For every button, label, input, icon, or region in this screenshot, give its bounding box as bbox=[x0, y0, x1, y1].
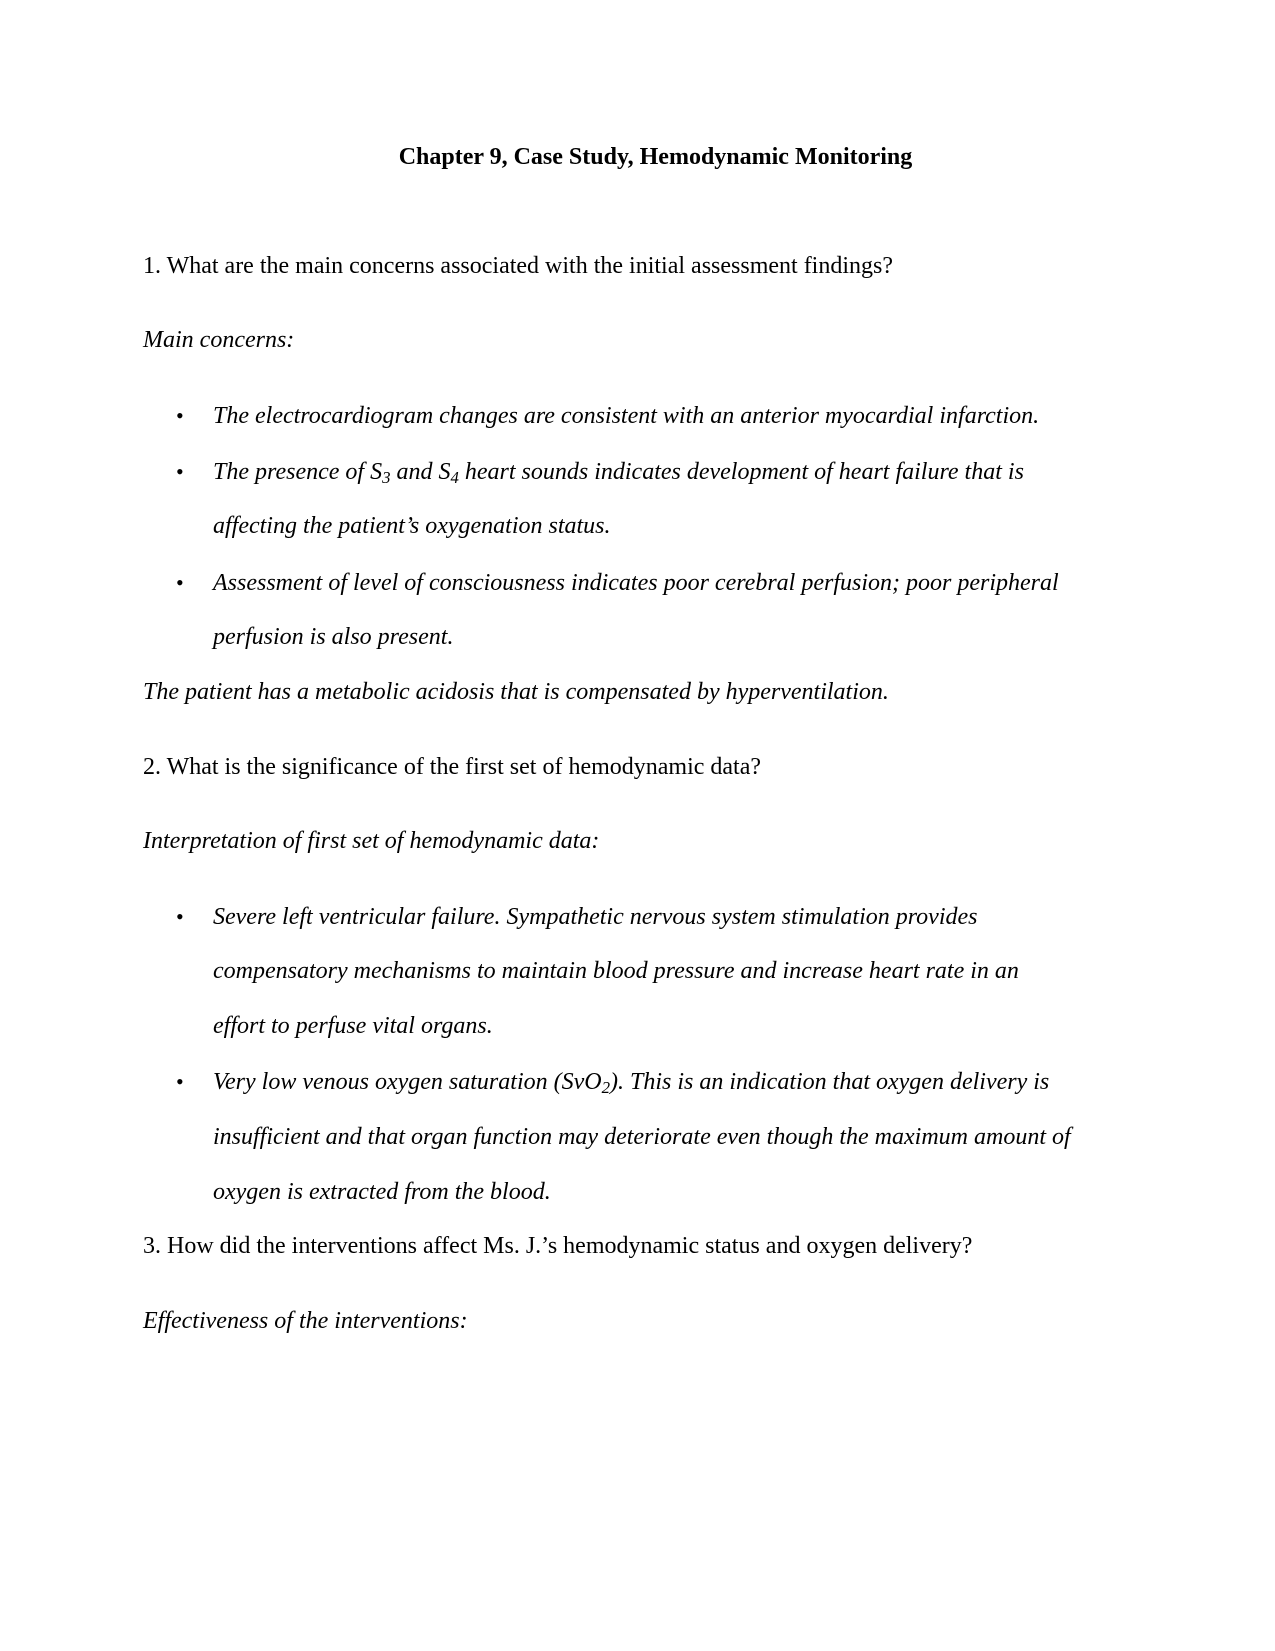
concern-3-line-2: perfusion is also present. bbox=[213, 624, 454, 650]
interpretation-1-line-2: compensatory mechanisms to maintain blood pressure and increase heart rate in an bbox=[213, 958, 1019, 984]
concern-2-line-2: affecting the patient’s oxygenation status. bbox=[213, 513, 611, 539]
bullet-glyph: • bbox=[176, 570, 184, 595]
concern-2-line-1: The presence of $S_3$ and $S_4$ heart sounds indicates development of heart failure that is bbox=[213, 459, 1024, 488]
effectiveness-label: Effectiveness of the interventions: bbox=[143, 1308, 468, 1334]
concern-3-line-1: Assessment of level of consciousness indicates poor cerebral perfusion; poor peripheral bbox=[213, 570, 1059, 596]
interpretation-1-line-3: effort to perfuse vital organs. bbox=[213, 1013, 493, 1039]
interpretation-2-line-3: oxygen is extracted from the blood. bbox=[213, 1179, 551, 1205]
interpretation-1-line-1: Severe left ventricular failure. Sympathetic nervous system stimulation provides bbox=[213, 904, 978, 930]
bullet-glyph: • bbox=[176, 459, 184, 484]
interpretation-2-line-2: insufficient and that organ function may deteriorate even though the maximum amount of bbox=[213, 1124, 1071, 1150]
question-3: 3. How did the interventions affect Ms. J.’s hemodynamic status and oxygen delivery? bbox=[143, 1233, 973, 1259]
interpretation-2-line-1: Very low venous oxygen saturation (SvO$_2$). This is an indication that oxygen delivery is bbox=[213, 1069, 1050, 1098]
question-1: 1. What are the main concerns associated with the initial assessment findings? bbox=[143, 253, 894, 279]
concerns-closing: The patient has a metabolic acidosis that is compensated by hyperventilation. bbox=[143, 679, 889, 705]
main-concerns-label: Main concerns: bbox=[143, 327, 295, 353]
bullet-glyph: • bbox=[176, 403, 184, 428]
interpretation-label: Interpretation of first set of hemodynamic data: bbox=[143, 828, 600, 854]
page-title: Chapter 9, Case Study, Hemodynamic Monitoring bbox=[398, 144, 913, 170]
bullet-glyph: • bbox=[176, 904, 184, 929]
question-2: 2. What is the significance of the first set of hemodynamic data? bbox=[143, 754, 762, 780]
concern-1-line-1: The electrocardiogram changes are consistent with an anterior myocardial infarction. bbox=[213, 403, 1040, 429]
bullet-glyph: • bbox=[176, 1069, 184, 1094]
